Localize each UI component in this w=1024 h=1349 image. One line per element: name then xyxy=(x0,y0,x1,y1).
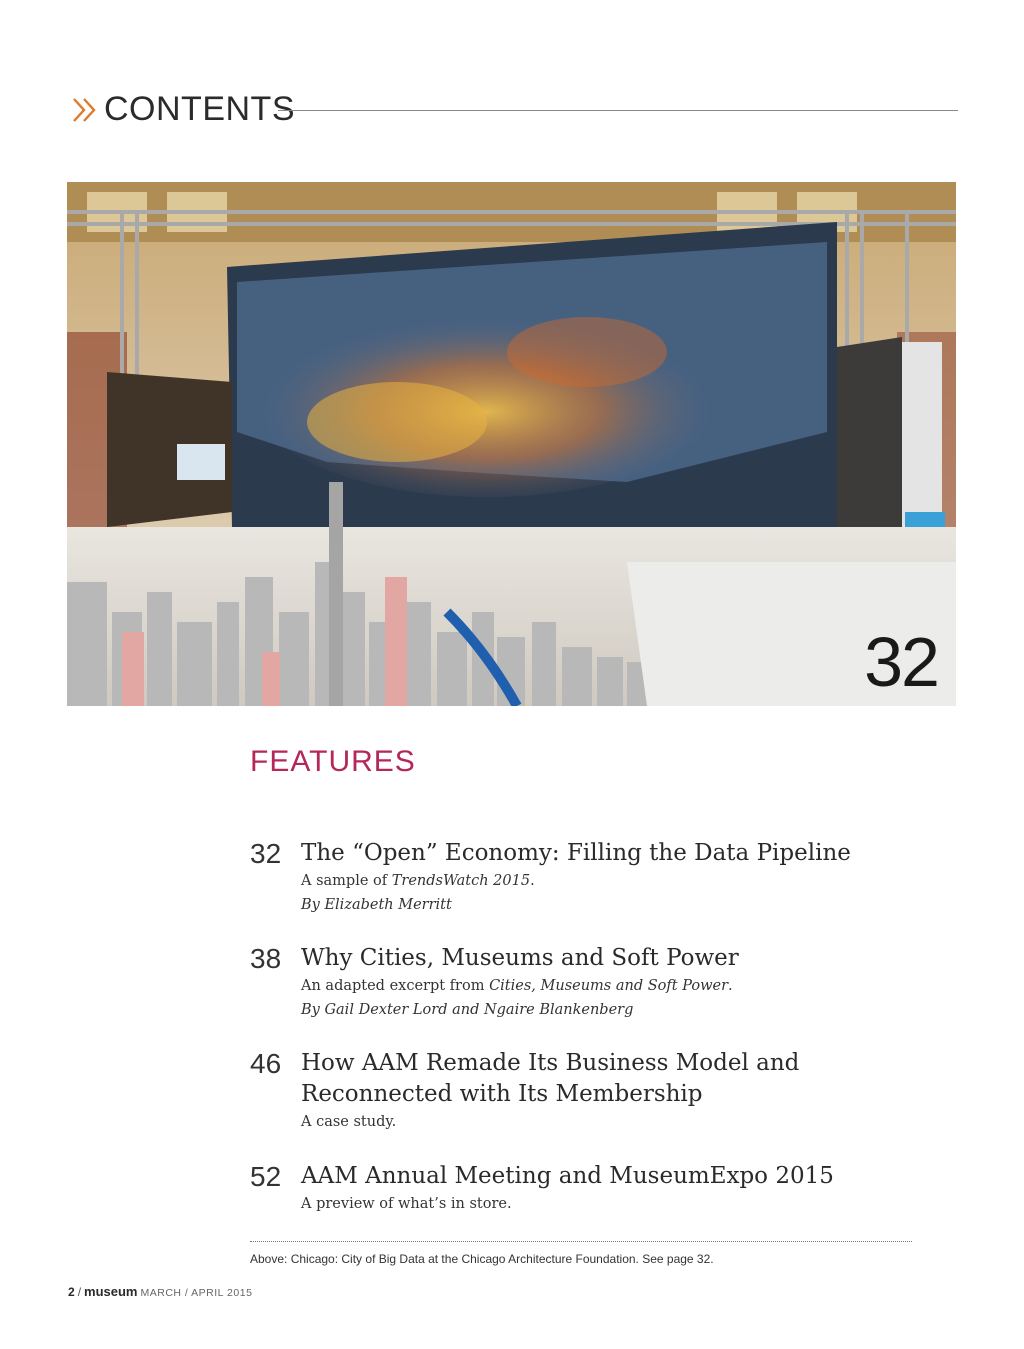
feature-title[interactable]: Why Cities, Museums and Soft Power xyxy=(301,945,739,971)
feature-item-38[interactable] xyxy=(250,943,870,1027)
feature-title-line-1[interactable]: How AAM Remade Its Business Model and xyxy=(301,1050,800,1076)
feature-byline: By Elizabeth Merritt xyxy=(301,897,452,913)
folio-issue-date: MARCH / APRIL 2015 xyxy=(140,1287,253,1299)
double-chevron-icon xyxy=(70,94,102,126)
feature-photo xyxy=(67,182,956,706)
header-rule xyxy=(278,110,958,111)
feature-page-number: 52 xyxy=(250,1161,282,1192)
feature-item-46[interactable] xyxy=(250,1048,870,1140)
feature-title-line-2[interactable]: Reconnected with Its Membership xyxy=(301,1081,703,1107)
caption-divider xyxy=(250,1241,912,1242)
feature-page-number: 38 xyxy=(250,943,282,974)
feature-page-number: 46 xyxy=(250,1048,282,1079)
folio-magazine-name: museum xyxy=(84,1284,138,1299)
exhibit-photo-illustration xyxy=(67,182,956,706)
feature-page-number: 32 xyxy=(250,838,282,869)
feature-description: A case study. xyxy=(301,1114,397,1130)
feature-description: A sample of TrendsWatch 2015. xyxy=(301,873,535,889)
contents-header xyxy=(70,88,958,132)
features-heading: FEATURES xyxy=(250,745,416,778)
feature-title[interactable]: AAM Annual Meeting and MuseumExpo 2015 xyxy=(301,1163,834,1189)
page-title: CONTENTS xyxy=(104,90,295,128)
photo-page-number: 32 xyxy=(864,623,938,701)
page-folio xyxy=(68,1284,252,1299)
folio-separator: / xyxy=(77,1285,82,1299)
feature-title[interactable]: The “Open” Economy: Filling the Data Pipeline xyxy=(301,840,851,866)
feature-item-52[interactable] xyxy=(250,1161,870,1221)
feature-byline: By Gail Dexter Lord and Ngaire Blankenberg xyxy=(301,1002,634,1018)
photo-caption: Above: Chicago: City of Big Data at the Chicago Architecture Foundation. See page 32. xyxy=(250,1252,714,1266)
feature-description: A preview of what’s in store. xyxy=(301,1196,512,1212)
folio-page-number: 2 xyxy=(68,1285,75,1299)
feature-description: An adapted excerpt from Cities, Museums and Soft Power. xyxy=(301,978,733,994)
feature-item-32[interactable] xyxy=(250,838,870,922)
